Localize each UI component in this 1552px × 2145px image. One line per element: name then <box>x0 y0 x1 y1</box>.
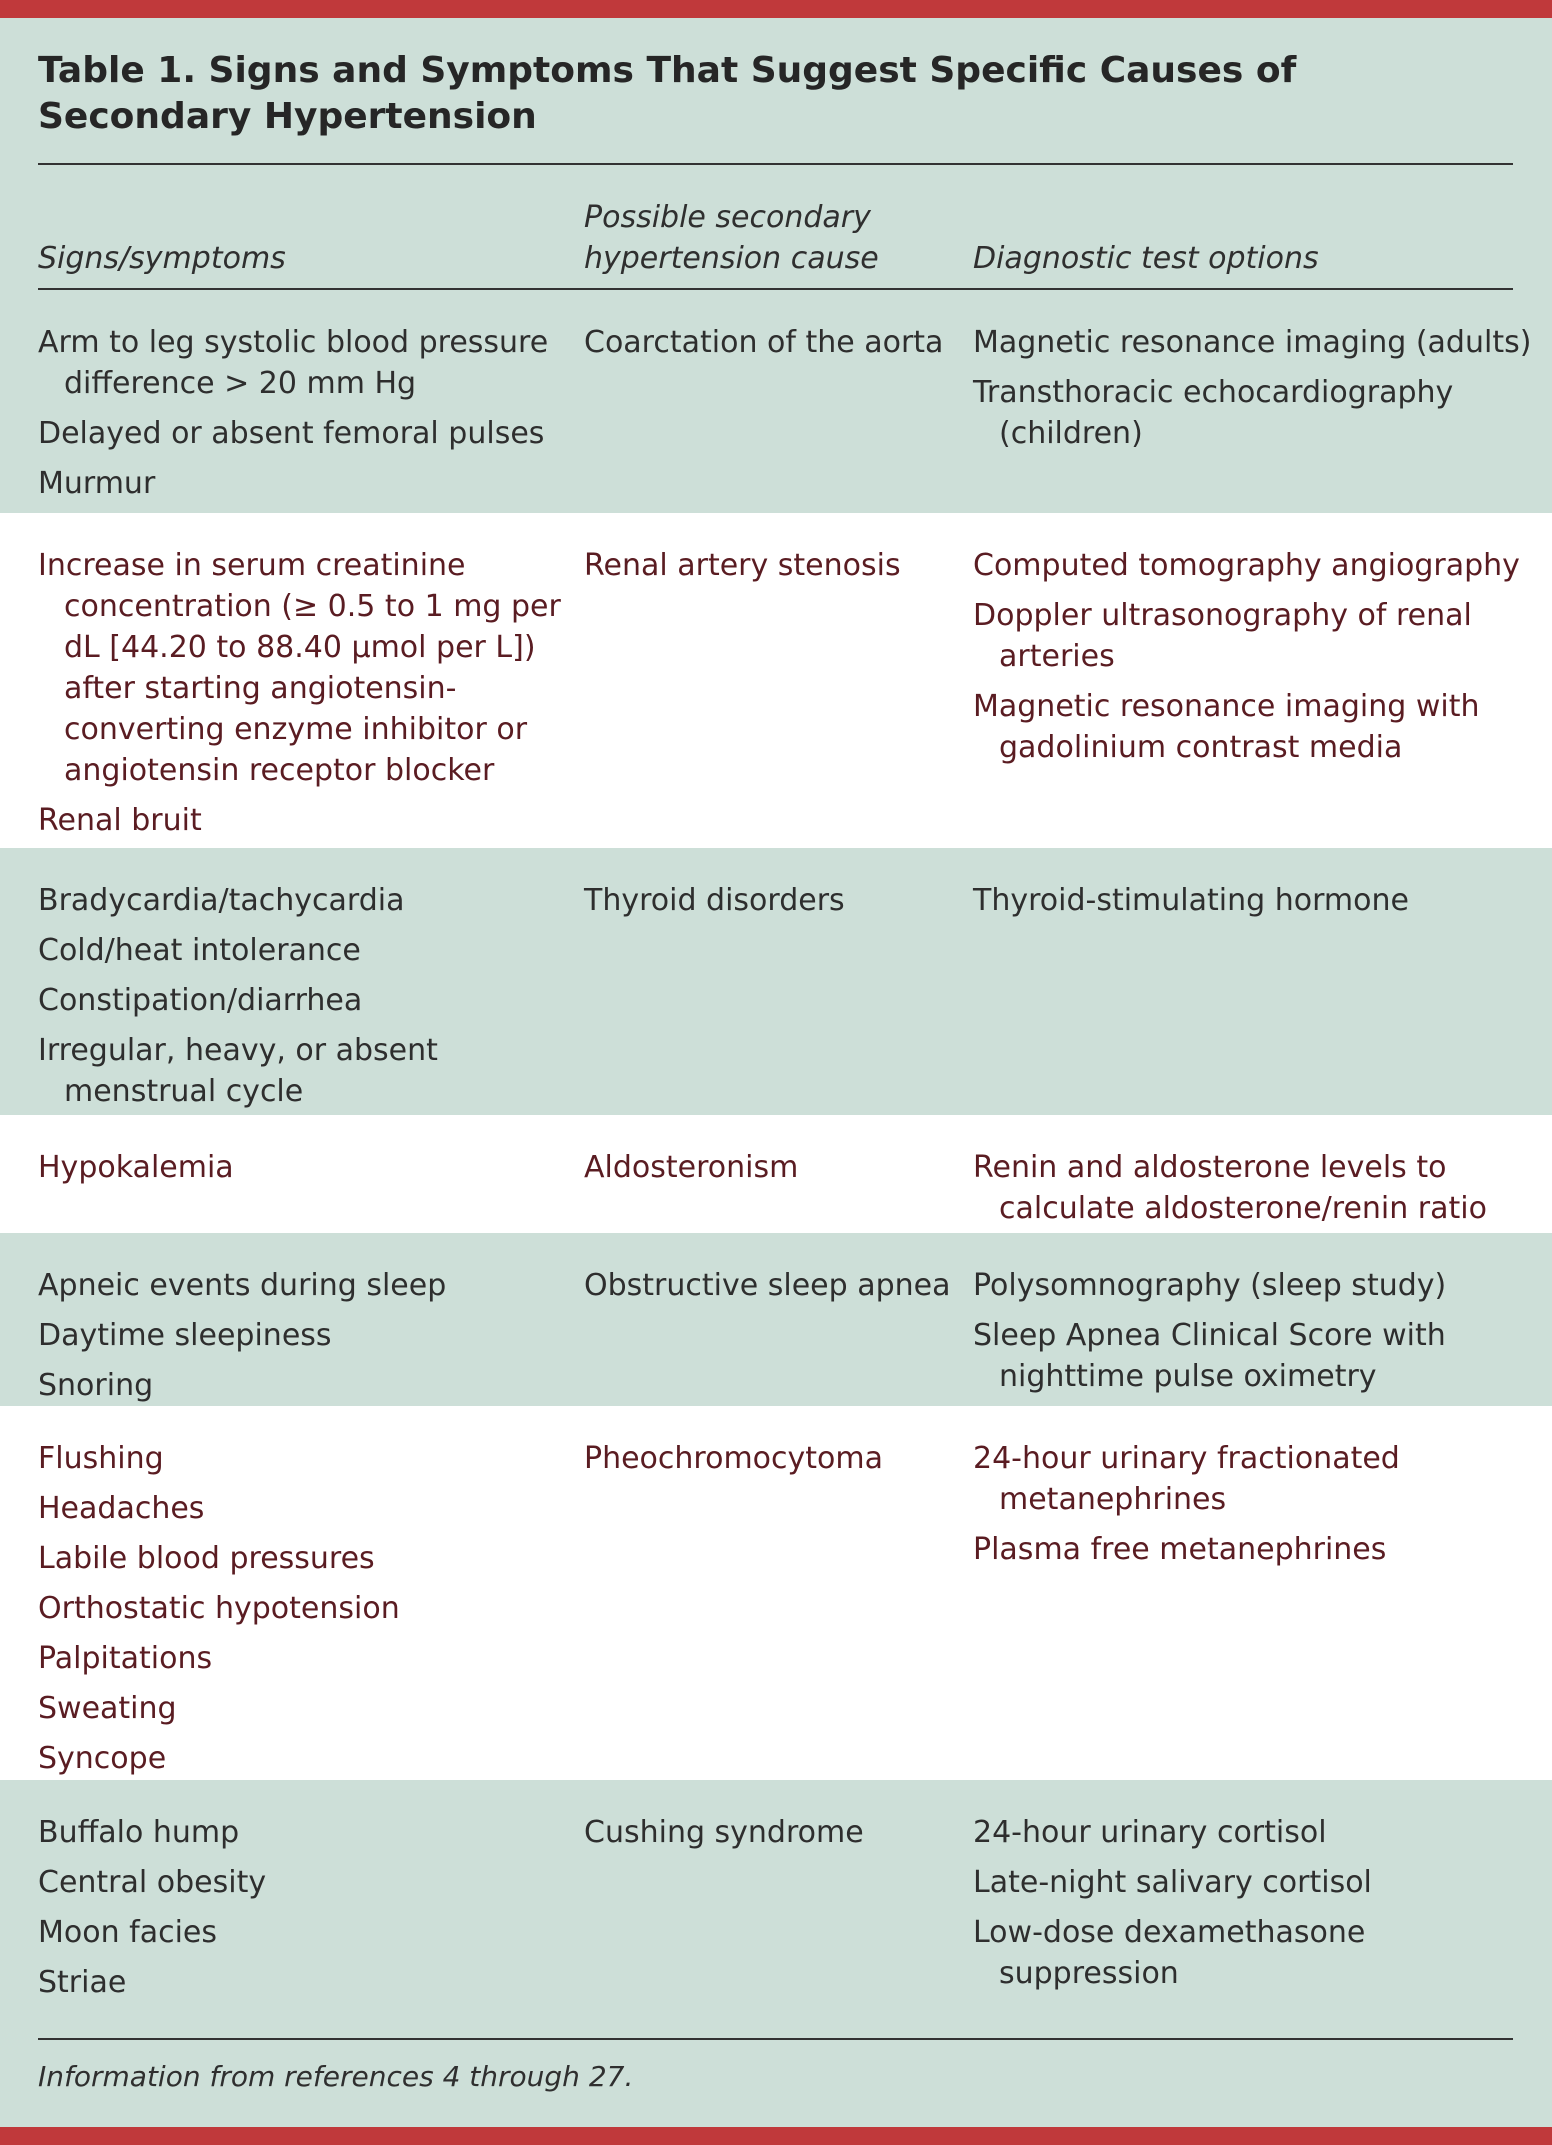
test-item: 24-hour urinary fractionated metanephrines <box>973 1441 1400 1517</box>
cause-item: Cushing syndrome <box>584 1815 864 1850</box>
sign-item: Arm to leg systolic blood pressure difference > 20 mm Hg <box>38 325 549 401</box>
sign-item: Headaches <box>38 1491 205 1526</box>
cell-cause <box>584 545 964 595</box>
cell-cause <box>584 1265 964 1315</box>
test-item: Sleep Apnea Clinical Score with nighttime pulse oximetry <box>973 1318 1446 1394</box>
sign-item: Bradycardia/tachycardia <box>38 883 405 918</box>
cell-cause <box>584 1438 964 1488</box>
sign-item: Cold/heat intolerance <box>38 933 361 968</box>
cell-signs <box>38 1147 588 1197</box>
cause-item: Renal artery stenosis <box>584 548 901 583</box>
sign-item: Apneic events during sleep <box>38 1268 447 1303</box>
cell-tests <box>973 1265 1533 1406</box>
column-header-signs: Signs/symptoms <box>38 241 286 276</box>
test-item: Doppler ultrasonography of renal arteries <box>973 598 1472 674</box>
cell-tests <box>973 880 1533 930</box>
cell-cause <box>584 1812 964 1862</box>
cause-item: Coarctation of the aorta <box>584 325 944 360</box>
sign-item: Striae <box>38 1965 127 2000</box>
cell-signs <box>38 1812 588 2012</box>
table-row <box>0 513 1552 848</box>
table-row <box>0 290 1552 513</box>
sign-item: Palpitations <box>38 1641 213 1676</box>
test-item: Magnetic resonance imaging (adults) <box>973 325 1532 360</box>
test-item: 24-hour urinary cortisol <box>973 1815 1327 1850</box>
sign-item: Murmur <box>38 466 156 501</box>
test-item: Low-dose dexamethasone suppression <box>973 1915 1366 1991</box>
test-item: Polysomnography (sleep study) <box>973 1268 1447 1303</box>
sign-item: Orthostatic hypotension <box>38 1591 400 1626</box>
top-accent-bar <box>0 0 1552 18</box>
cell-signs <box>38 1438 588 1788</box>
cell-signs <box>38 545 588 850</box>
table-row <box>0 1233 1552 1406</box>
sign-item: Irregular, heavy, or absent menstrual cycle <box>38 1033 438 1109</box>
sign-item: Daytime sleepiness <box>38 1318 332 1353</box>
test-item: Magnetic resonance imaging with gadolinium contrast media <box>973 689 1480 765</box>
test-item: Renin and aldosterone levels to calculate aldosterone/renin ratio <box>973 1150 1487 1226</box>
cell-cause <box>584 322 964 372</box>
cause-item: Pheochromocytoma <box>584 1441 884 1476</box>
bottom-accent-bar <box>0 2127 1552 2145</box>
footer-rule <box>38 2038 1513 2040</box>
cause-item: Obstructive sleep apnea <box>584 1268 951 1303</box>
column-header-cause-line2: hypertension cause <box>584 241 879 276</box>
sign-item: Labile blood pressures <box>38 1541 375 1576</box>
sign-item: Snoring <box>38 1368 154 1403</box>
cause-item: Aldosteronism <box>584 1150 799 1185</box>
sign-item: Delayed or absent femoral pulses <box>38 416 545 451</box>
title-rule <box>38 163 1513 165</box>
sign-item: Central obesity <box>38 1865 267 1900</box>
table-row <box>0 848 1552 1115</box>
test-item: Plasma free metanephrines <box>973 1532 1387 1567</box>
table-row <box>0 1780 1552 2014</box>
cell-tests <box>973 1438 1533 1579</box>
column-header-cause-line1: Possible secondary <box>584 200 871 235</box>
cell-cause <box>584 880 964 930</box>
table-title: Table 1. Signs and Symptoms That Suggest Specific Causes of Secondary Hypertension <box>38 50 1297 137</box>
test-item: Computed tomography angiography <box>973 548 1520 583</box>
test-item: Transthoracic echocardiography (children) <box>973 375 1454 451</box>
cell-signs <box>38 880 588 1121</box>
test-item: Thyroid-stimulating hormone <box>973 883 1409 918</box>
cell-tests <box>973 545 1533 777</box>
cell-signs <box>38 1265 588 1415</box>
test-item: Late-night salivary cortisol <box>973 1865 1372 1900</box>
cell-tests <box>973 322 1533 463</box>
sign-item: Constipation/diarrhea <box>38 983 363 1018</box>
table-footnote: Information from references 4 through 27. <box>38 2060 634 2093</box>
cause-item: Thyroid disorders <box>584 883 845 918</box>
table-row <box>0 1115 1552 1233</box>
sign-item: Buffalo hump <box>38 1815 240 1850</box>
cell-tests <box>973 1147 1533 1238</box>
sign-item: Increase in serum creatinine concentration (≥ 0.5 to 1 mg per dL [44.20 to 88.40 μmol per L]) after starting angiotensin-converting enzyme inhibitor or angiotensin receptor blocker <box>38 548 561 788</box>
cell-cause <box>584 1147 964 1197</box>
sign-item: Flushing <box>38 1441 164 1476</box>
sign-item: Moon facies <box>38 1915 218 1950</box>
sign-item: Renal bruit <box>38 803 202 838</box>
cell-tests <box>973 1812 1533 2003</box>
table-row <box>0 1406 1552 1780</box>
sign-item: Sweating <box>38 1691 177 1726</box>
sign-item: Syncope <box>38 1741 167 1776</box>
column-header-tests: Diagnostic test options <box>973 241 1319 276</box>
cell-signs <box>38 322 588 513</box>
sign-item: Hypokalemia <box>38 1150 234 1185</box>
